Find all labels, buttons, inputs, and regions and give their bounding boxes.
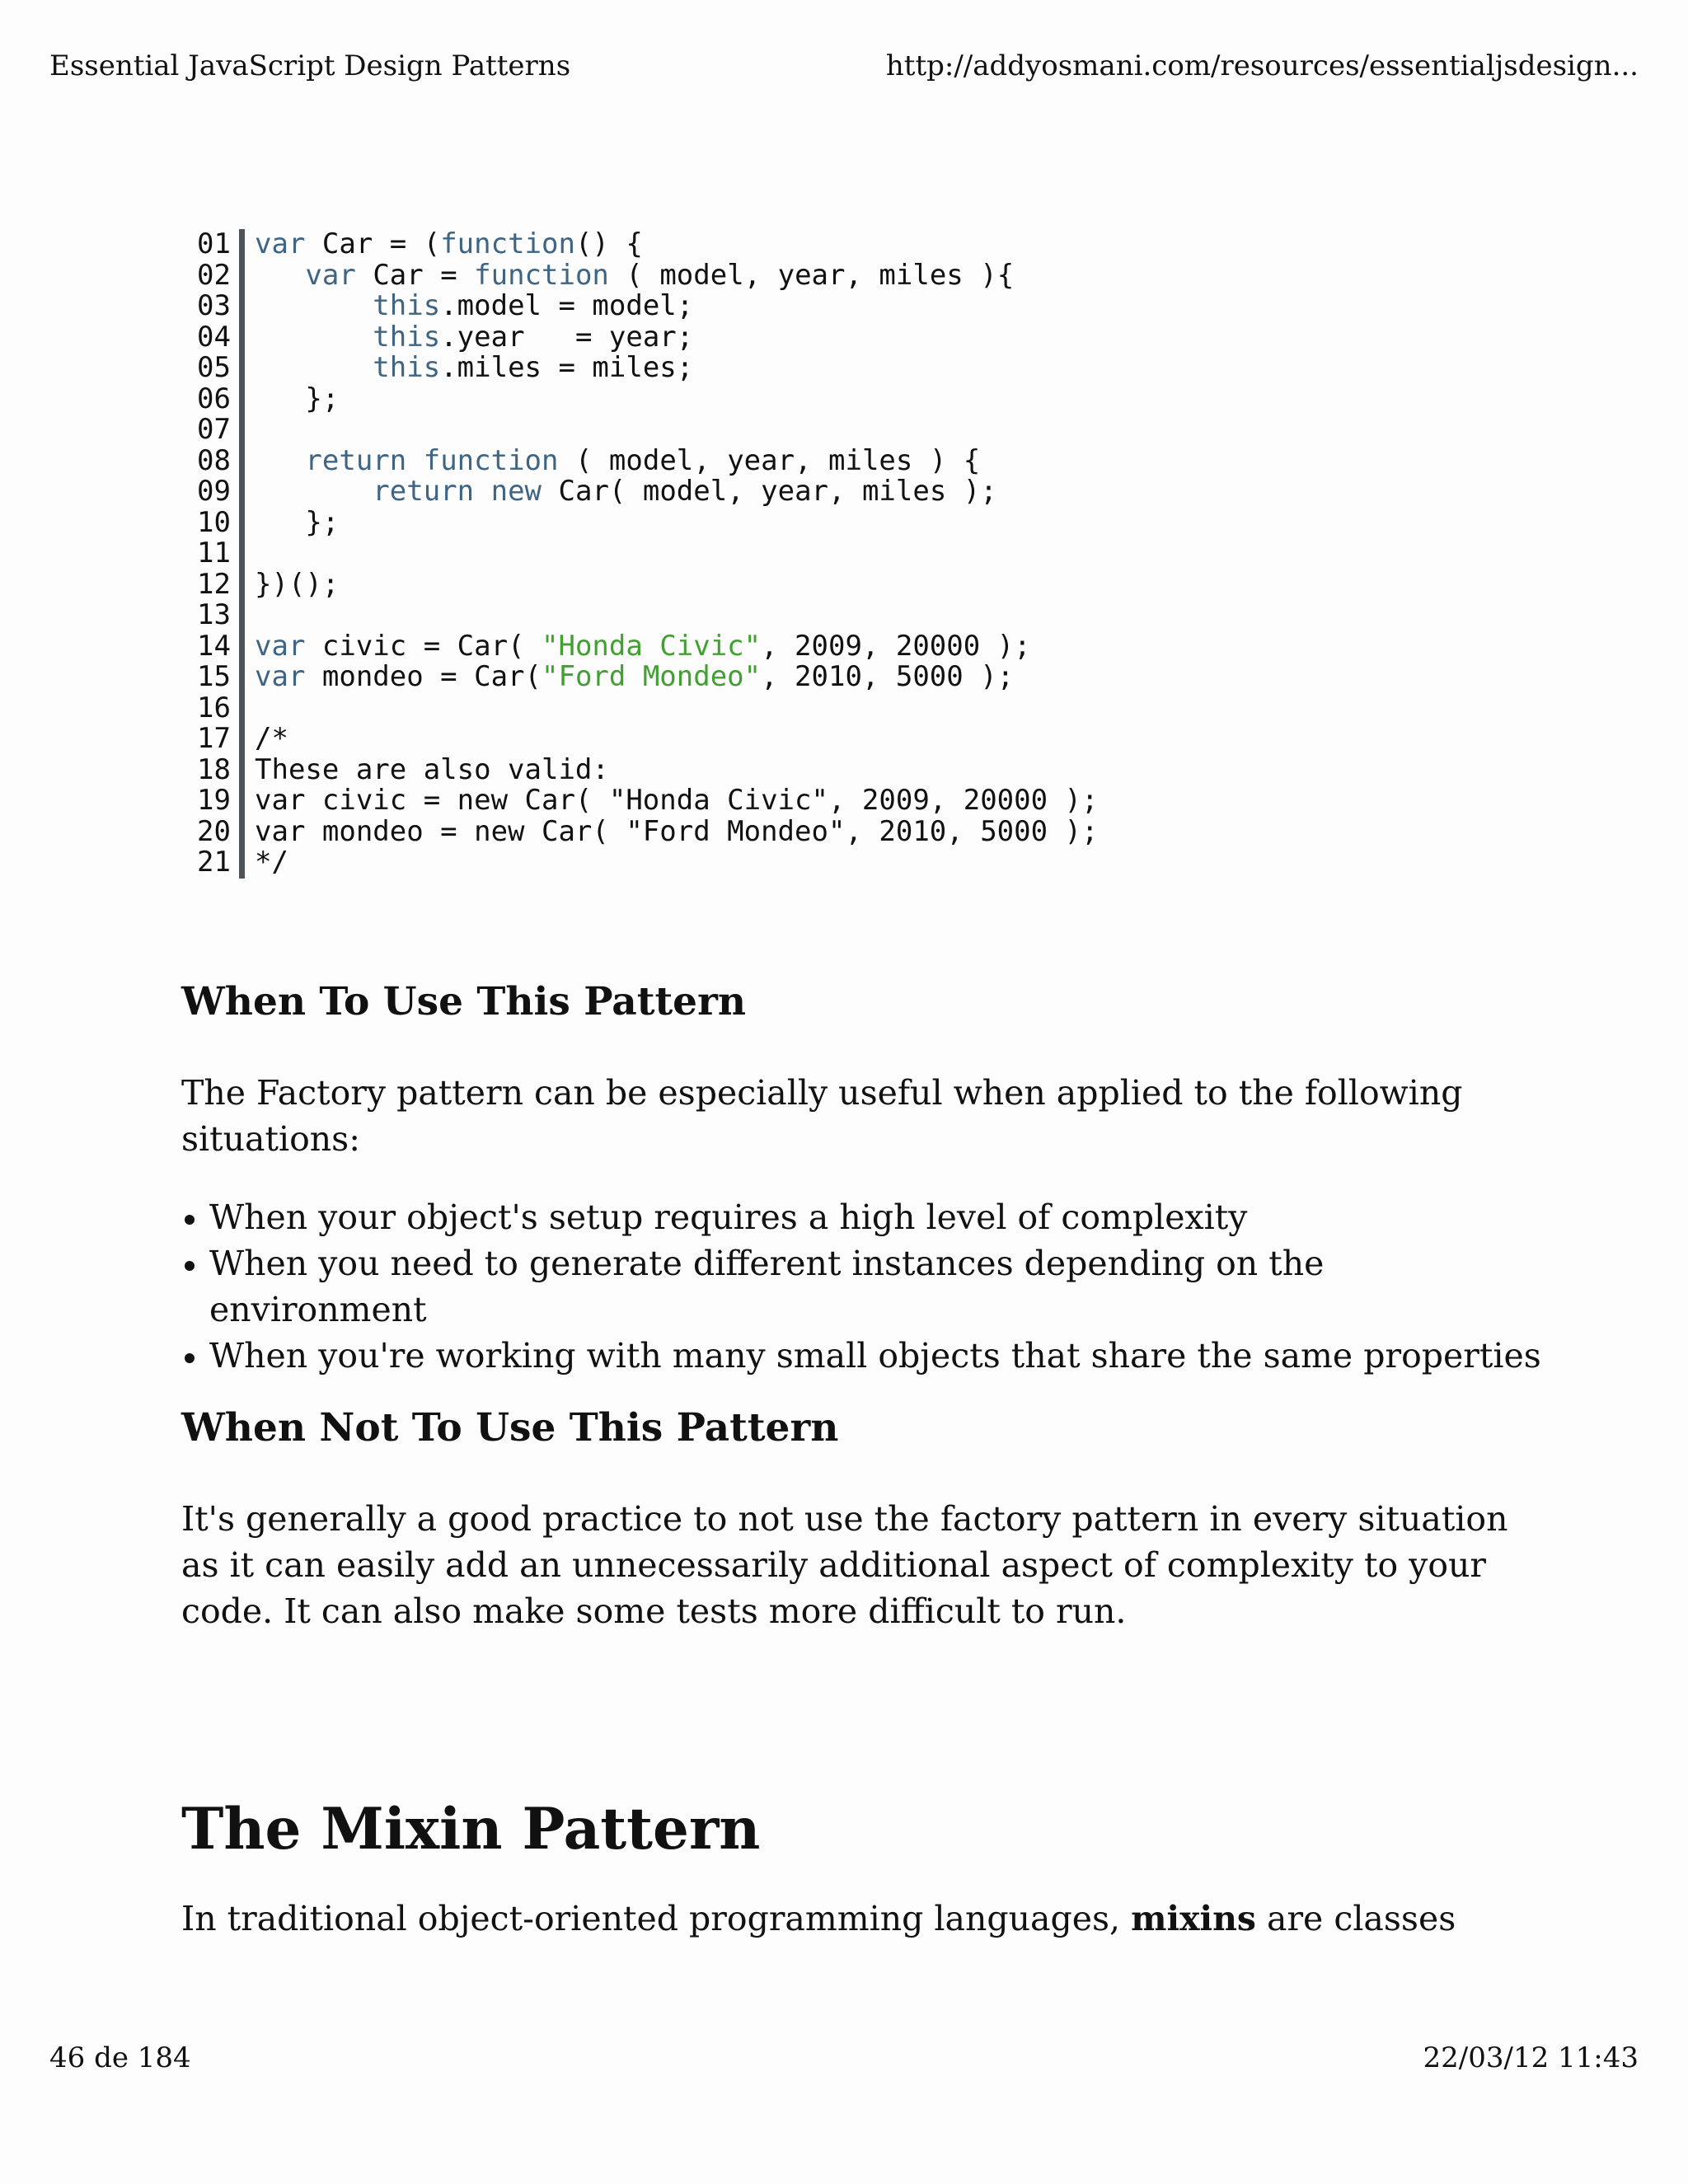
code-token: () { — [574, 227, 643, 260]
gutter-bar — [239, 260, 245, 292]
code-token: */ — [255, 846, 288, 879]
code-text — [255, 785, 1099, 817]
intro-text: In traditional object-oriented programming languages, — [181, 1899, 1132, 1938]
code-token: var civic = new Car( "Honda Civic", 2009, 20000 ); — [255, 784, 1099, 817]
code-text — [255, 260, 1014, 292]
gutter-bar — [239, 322, 245, 354]
code-token: , 2009, 20000 ); — [761, 629, 1031, 663]
line-number: 10 — [197, 505, 231, 539]
gutter-bar — [239, 817, 245, 848]
code-keyword: var — [255, 629, 306, 663]
gutter-bar — [239, 693, 245, 724]
code-token: var mondeo = new Car( "Ford Mondeo", 2010, 5000 ); — [255, 814, 1099, 848]
code-keyword: var — [305, 258, 356, 292]
code-text — [255, 662, 1014, 693]
code-text — [255, 752, 609, 786]
code-keyword: var — [255, 227, 306, 260]
gutter-bar — [239, 600, 245, 631]
chapter-heading: The Mixin Pattern — [181, 1796, 761, 1863]
list-item: When you're working with many small objects that share the same properties — [181, 1333, 1541, 1379]
line-number: 08 — [197, 443, 231, 477]
gutter-bar — [239, 415, 245, 446]
code-token: Car = — [355, 258, 475, 292]
code-line — [188, 415, 1099, 446]
gutter-bar — [239, 538, 245, 569]
gutter-bar — [239, 662, 245, 693]
page-number: 46 de 184 — [49, 2041, 191, 2074]
code-line — [188, 662, 1099, 693]
line-number: 05 — [197, 351, 231, 384]
code-line — [188, 724, 1099, 755]
code-line — [188, 260, 1099, 292]
code-line — [188, 229, 1099, 260]
code-keyword: function — [423, 443, 559, 477]
code-text — [255, 631, 1031, 663]
code-token: civic = Car( — [305, 629, 542, 663]
gutter-bar — [239, 847, 245, 879]
code-keyword: new — [490, 475, 542, 508]
line-number: 16 — [197, 691, 231, 724]
line-number: 12 — [197, 567, 231, 601]
code-keyword: function — [440, 227, 575, 260]
code-token: Car = ( — [305, 227, 441, 260]
gutter-bar — [239, 755, 245, 786]
line-number: 09 — [197, 475, 231, 508]
gutter-bar — [239, 446, 245, 477]
code-line — [188, 505, 1099, 539]
code-line — [188, 569, 1099, 601]
section-heading: When To Use This Pattern — [181, 979, 747, 1024]
code-token — [255, 321, 373, 354]
code-token — [255, 259, 305, 292]
code-token: mondeo = Car( — [305, 660, 542, 693]
code-line — [188, 693, 1099, 724]
code-text — [255, 814, 1099, 848]
code-line — [188, 752, 1099, 786]
line-number: 20 — [197, 814, 231, 848]
print-datetime: 22/03/12 11:43 — [1423, 2041, 1639, 2074]
code-token: .model = model; — [440, 289, 694, 322]
section-when-not-to-use — [181, 1405, 1541, 1451]
code-token: These are also valid: — [255, 752, 609, 786]
gutter-bar — [239, 353, 245, 384]
line-number: 18 — [197, 752, 231, 786]
code-token: Car( model, year, miles ); — [542, 475, 997, 508]
page-header-url: http://addyosmani.com/resources/essentialjsdesign... — [885, 49, 1639, 82]
list-item: When you need to generate different instances depending on the environment — [181, 1240, 1541, 1333]
bullet-list — [181, 1194, 1541, 1379]
line-number: 14 — [197, 629, 231, 663]
gutter-bar — [239, 291, 245, 322]
code-token — [255, 475, 373, 508]
line-number: 01 — [197, 227, 231, 260]
code-line — [188, 847, 1099, 879]
code-line — [188, 384, 1099, 415]
code-line — [188, 631, 1099, 663]
code-string: "Ford Mondeo" — [542, 660, 762, 693]
code-keyword: function — [474, 258, 609, 292]
code-keyword: var — [255, 660, 306, 693]
code-text — [255, 384, 339, 415]
code-token — [406, 444, 423, 477]
line-number: 02 — [197, 258, 231, 292]
code-keyword: this — [373, 320, 441, 354]
code-line — [188, 353, 1099, 384]
code-token — [474, 475, 490, 508]
line-number: 19 — [197, 784, 231, 817]
section-heading: When Not To Use This Pattern — [181, 1405, 839, 1451]
code-text — [255, 569, 339, 601]
code-text — [255, 353, 693, 384]
code-line — [188, 291, 1099, 322]
gutter-bar — [239, 724, 245, 755]
code-token: , 2010, 5000 ); — [761, 660, 1015, 693]
paragraph — [181, 1496, 1541, 1634]
code-line — [188, 600, 1099, 631]
chapter-mixin — [181, 1797, 1541, 1863]
code-text — [255, 476, 997, 508]
section-when-to-use — [181, 979, 1541, 1025]
code-line — [188, 476, 1099, 508]
code-token: }; — [255, 505, 340, 539]
code-token: ( model, year, miles ) { — [558, 443, 981, 477]
code-line — [188, 785, 1099, 817]
intro-text-end: are classes — [1255, 1899, 1456, 1938]
code-line — [188, 322, 1099, 354]
code-keyword: return — [305, 443, 407, 477]
code-token: }; — [255, 382, 340, 415]
paragraph-text: The Factory pattern can be especially useful when applied to the following situations: — [181, 1073, 1463, 1159]
gutter-bar — [239, 785, 245, 817]
code-line — [188, 814, 1099, 848]
code-token: })(); — [255, 567, 340, 601]
code-line — [188, 443, 1099, 477]
gutter-bar — [239, 569, 245, 601]
code-text — [255, 229, 643, 260]
gutter-bar — [239, 384, 245, 415]
line-number: 03 — [197, 289, 231, 322]
code-token — [255, 444, 305, 477]
gutter-bar — [239, 229, 245, 260]
line-number: 11 — [197, 537, 231, 569]
code-text — [255, 291, 693, 322]
code-token — [255, 351, 373, 384]
code-token: .miles = miles; — [440, 351, 694, 384]
code-token: ( model, year, miles ){ — [608, 258, 1015, 292]
page-header-title: Essential JavaScript Design Patterns — [49, 49, 571, 82]
code-text — [255, 322, 693, 354]
gutter-bar — [239, 508, 245, 539]
code-text — [255, 724, 288, 755]
code-line — [188, 538, 1099, 569]
code-token: .year = year; — [440, 320, 694, 354]
code-keyword: return — [373, 475, 475, 508]
code-keyword: this — [373, 289, 441, 322]
gutter-bar — [239, 476, 245, 508]
line-number: 06 — [197, 382, 231, 415]
line-number: 04 — [197, 320, 231, 354]
code-block — [188, 229, 1099, 879]
code-text — [255, 443, 981, 477]
code-token — [255, 289, 373, 322]
code-token: /* — [255, 722, 288, 755]
line-number: 07 — [197, 413, 231, 446]
line-number: 13 — [197, 598, 231, 631]
term-mixins: mixins — [1131, 1899, 1256, 1938]
paragraph — [181, 1896, 1541, 1942]
line-number: 21 — [197, 846, 231, 879]
paragraph — [181, 1070, 1541, 1162]
line-number: 15 — [197, 660, 231, 693]
code-keyword: this — [373, 351, 441, 384]
code-text — [255, 505, 340, 539]
list-item: When your object's setup requires a high level of complexity — [181, 1194, 1541, 1240]
paragraph-text — [181, 1896, 1541, 1942]
paragraph-text: It's generally a good practice to not use the factory pattern in every situation as it can easily add an unnecessarily additional aspect of complexity to your code. It can also make some tests more difficult to run. — [181, 1499, 1508, 1631]
gutter-bar — [239, 631, 245, 663]
line-number: 17 — [197, 722, 231, 755]
code-string: "Honda Civic" — [542, 629, 762, 663]
code-text — [255, 847, 288, 879]
